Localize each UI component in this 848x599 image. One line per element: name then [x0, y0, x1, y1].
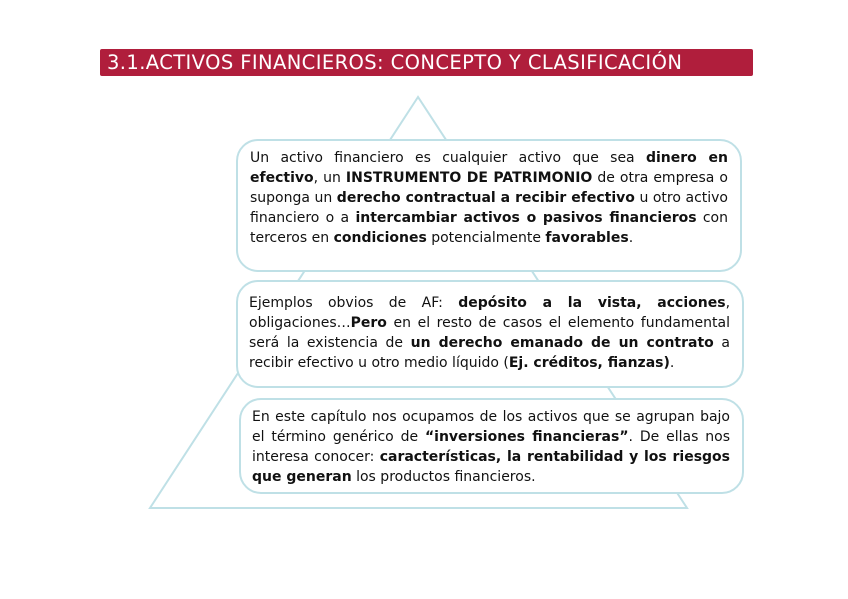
box3-text-3: los productos financieros.	[351, 469, 536, 485]
box2-text-1: Ejemplos obvios de AF:	[249, 295, 459, 311]
box1-bold-5: condiciones	[333, 230, 427, 246]
box3-text-1: En este capítulo nos ocupamos de los activos que se agrupan bajo el término genérico de	[252, 409, 730, 445]
box1-bold-6: favorables	[545, 230, 629, 246]
box1-bold-1: dinero en efectivo	[250, 150, 729, 186]
box2-bold-4: Ej. créditos, fianzas)	[508, 355, 670, 371]
box2-text-4: a recibir efectivo u otro medio líquido (	[249, 335, 730, 371]
box1-text-4: u otro activo financiero o a	[250, 190, 728, 226]
box1-text-2: , un	[313, 170, 346, 186]
box2-bold-3: un derecho emanado de un contrato	[410, 335, 714, 351]
box2-text-5: .	[669, 355, 675, 371]
box1-text-3: de otra empresa o suponga un	[250, 170, 728, 206]
box1-text-1: Un activo financiero es cualquier activo que sea	[250, 150, 646, 166]
box1-text-7: .	[628, 230, 634, 246]
box1-text-5: con terceros en	[250, 210, 728, 246]
slide-title: 3.1.ACTIVOS FINANCIEROS: CONCEPTO Y CLASIFICACIÓN	[107, 51, 683, 74]
box1-bold-2: INSTRUMENTO DE PATRIMONIO	[345, 170, 593, 186]
box2-bold-2: Pero	[350, 315, 387, 331]
chapter-scope-box	[239, 398, 744, 494]
box3-bold-1: “inversiones financieras”	[424, 429, 629, 445]
box3-text-2: . De ellas nos interesa conocer:	[252, 429, 730, 465]
box1-text-6: potencialmente	[426, 230, 546, 246]
box2-bold-1: depósito a la vista, acciones	[458, 295, 726, 311]
box1-bold-3: derecho contractual a recibir efectivo	[336, 190, 635, 206]
box3-bold-2: características, la rentabilidad y los riesgos que generan	[252, 449, 730, 485]
box1-bold-4: intercambiar activos o pasivos financieros	[355, 210, 697, 226]
box2-text-3: en el resto de casos el elemento fundamental será la existencia de	[249, 315, 730, 351]
definition-box	[236, 139, 742, 272]
box2-text-2: , obligaciones…	[249, 295, 731, 331]
examples-box	[236, 280, 744, 388]
